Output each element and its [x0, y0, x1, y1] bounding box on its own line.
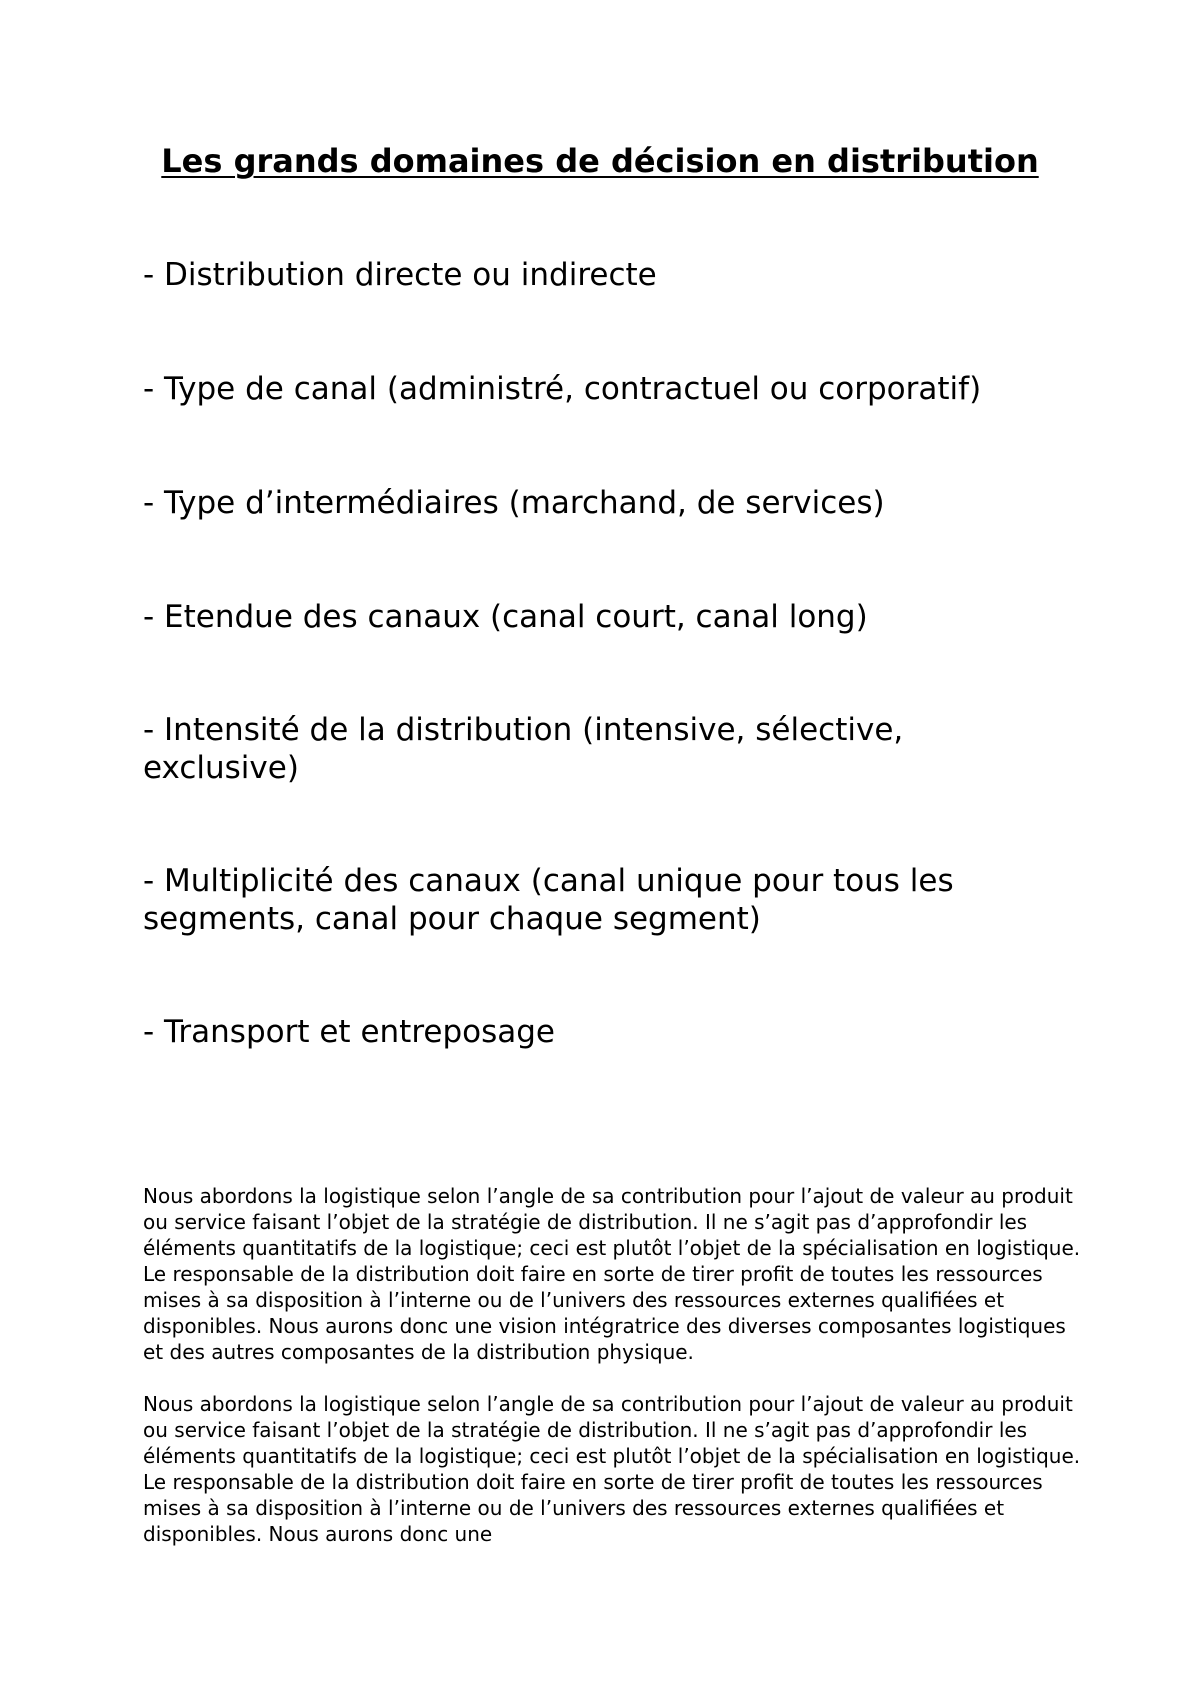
body-paragraph-1: Nous abordons la logistique selon l’angle de sa contribution pour l’ajout de valeur au produit ou service faisant l’objet de la stratégie de distribution. Il ne s’agit pas d’approfondir les éléments quantitatifs de la logistique; ceci est plutôt l’objet de la spécialisation en logistique. Le responsable de la distribution doit faire en sorte de tirer profit de toutes les ressources mises à sa disposition à l’interne ou de l’univers des ressources externes qualifiées et disponibles. Nous aurons donc une vision intégratrice des diverses composantes logistiques et des autres composantes de la distribution physique.: [143, 1184, 1081, 1364]
list-item-intensite: - Intensité de la distribution (intensive, sélective, exclusive): [143, 712, 904, 786]
list-item-etendue-canaux: - Etendue des canaux (canal court, canal long): [143, 599, 868, 635]
list-item-multiplicite: - Multiplicité des canaux (canal unique pour tous les segments, canal pour chaque segment): [143, 863, 954, 937]
body-paragraph-2: Nous abordons la logistique selon l’angle de sa contribution pour l’ajout de valeur au produit ou service faisant l’objet de la stratégie de distribution. Il ne s’agit pas d’approfondir les éléments quantitatifs de la logistique; ceci est plutôt l’objet de la spécialisation en logistique. Le responsable de la distribution doit faire en sorte de tirer profit de toutes les ressources mises à sa disposition à l’interne ou de l’univers des ressources externes qualifiées et disponibles. Nous aurons donc une: [143, 1392, 1081, 1546]
document-title: Les grands domaines de décision en distribution: [161, 142, 1039, 180]
list-item-type-intermediaires: - Type d’intermédiaires (marchand, de services): [143, 485, 885, 521]
list-item-distribution: - Distribution directe ou indirecte: [143, 257, 657, 293]
list-item-type-canal: - Type de canal (administré, contractuel ou corporatif): [143, 371, 982, 407]
list-item-transport: - Transport et entreposage: [143, 1014, 555, 1050]
